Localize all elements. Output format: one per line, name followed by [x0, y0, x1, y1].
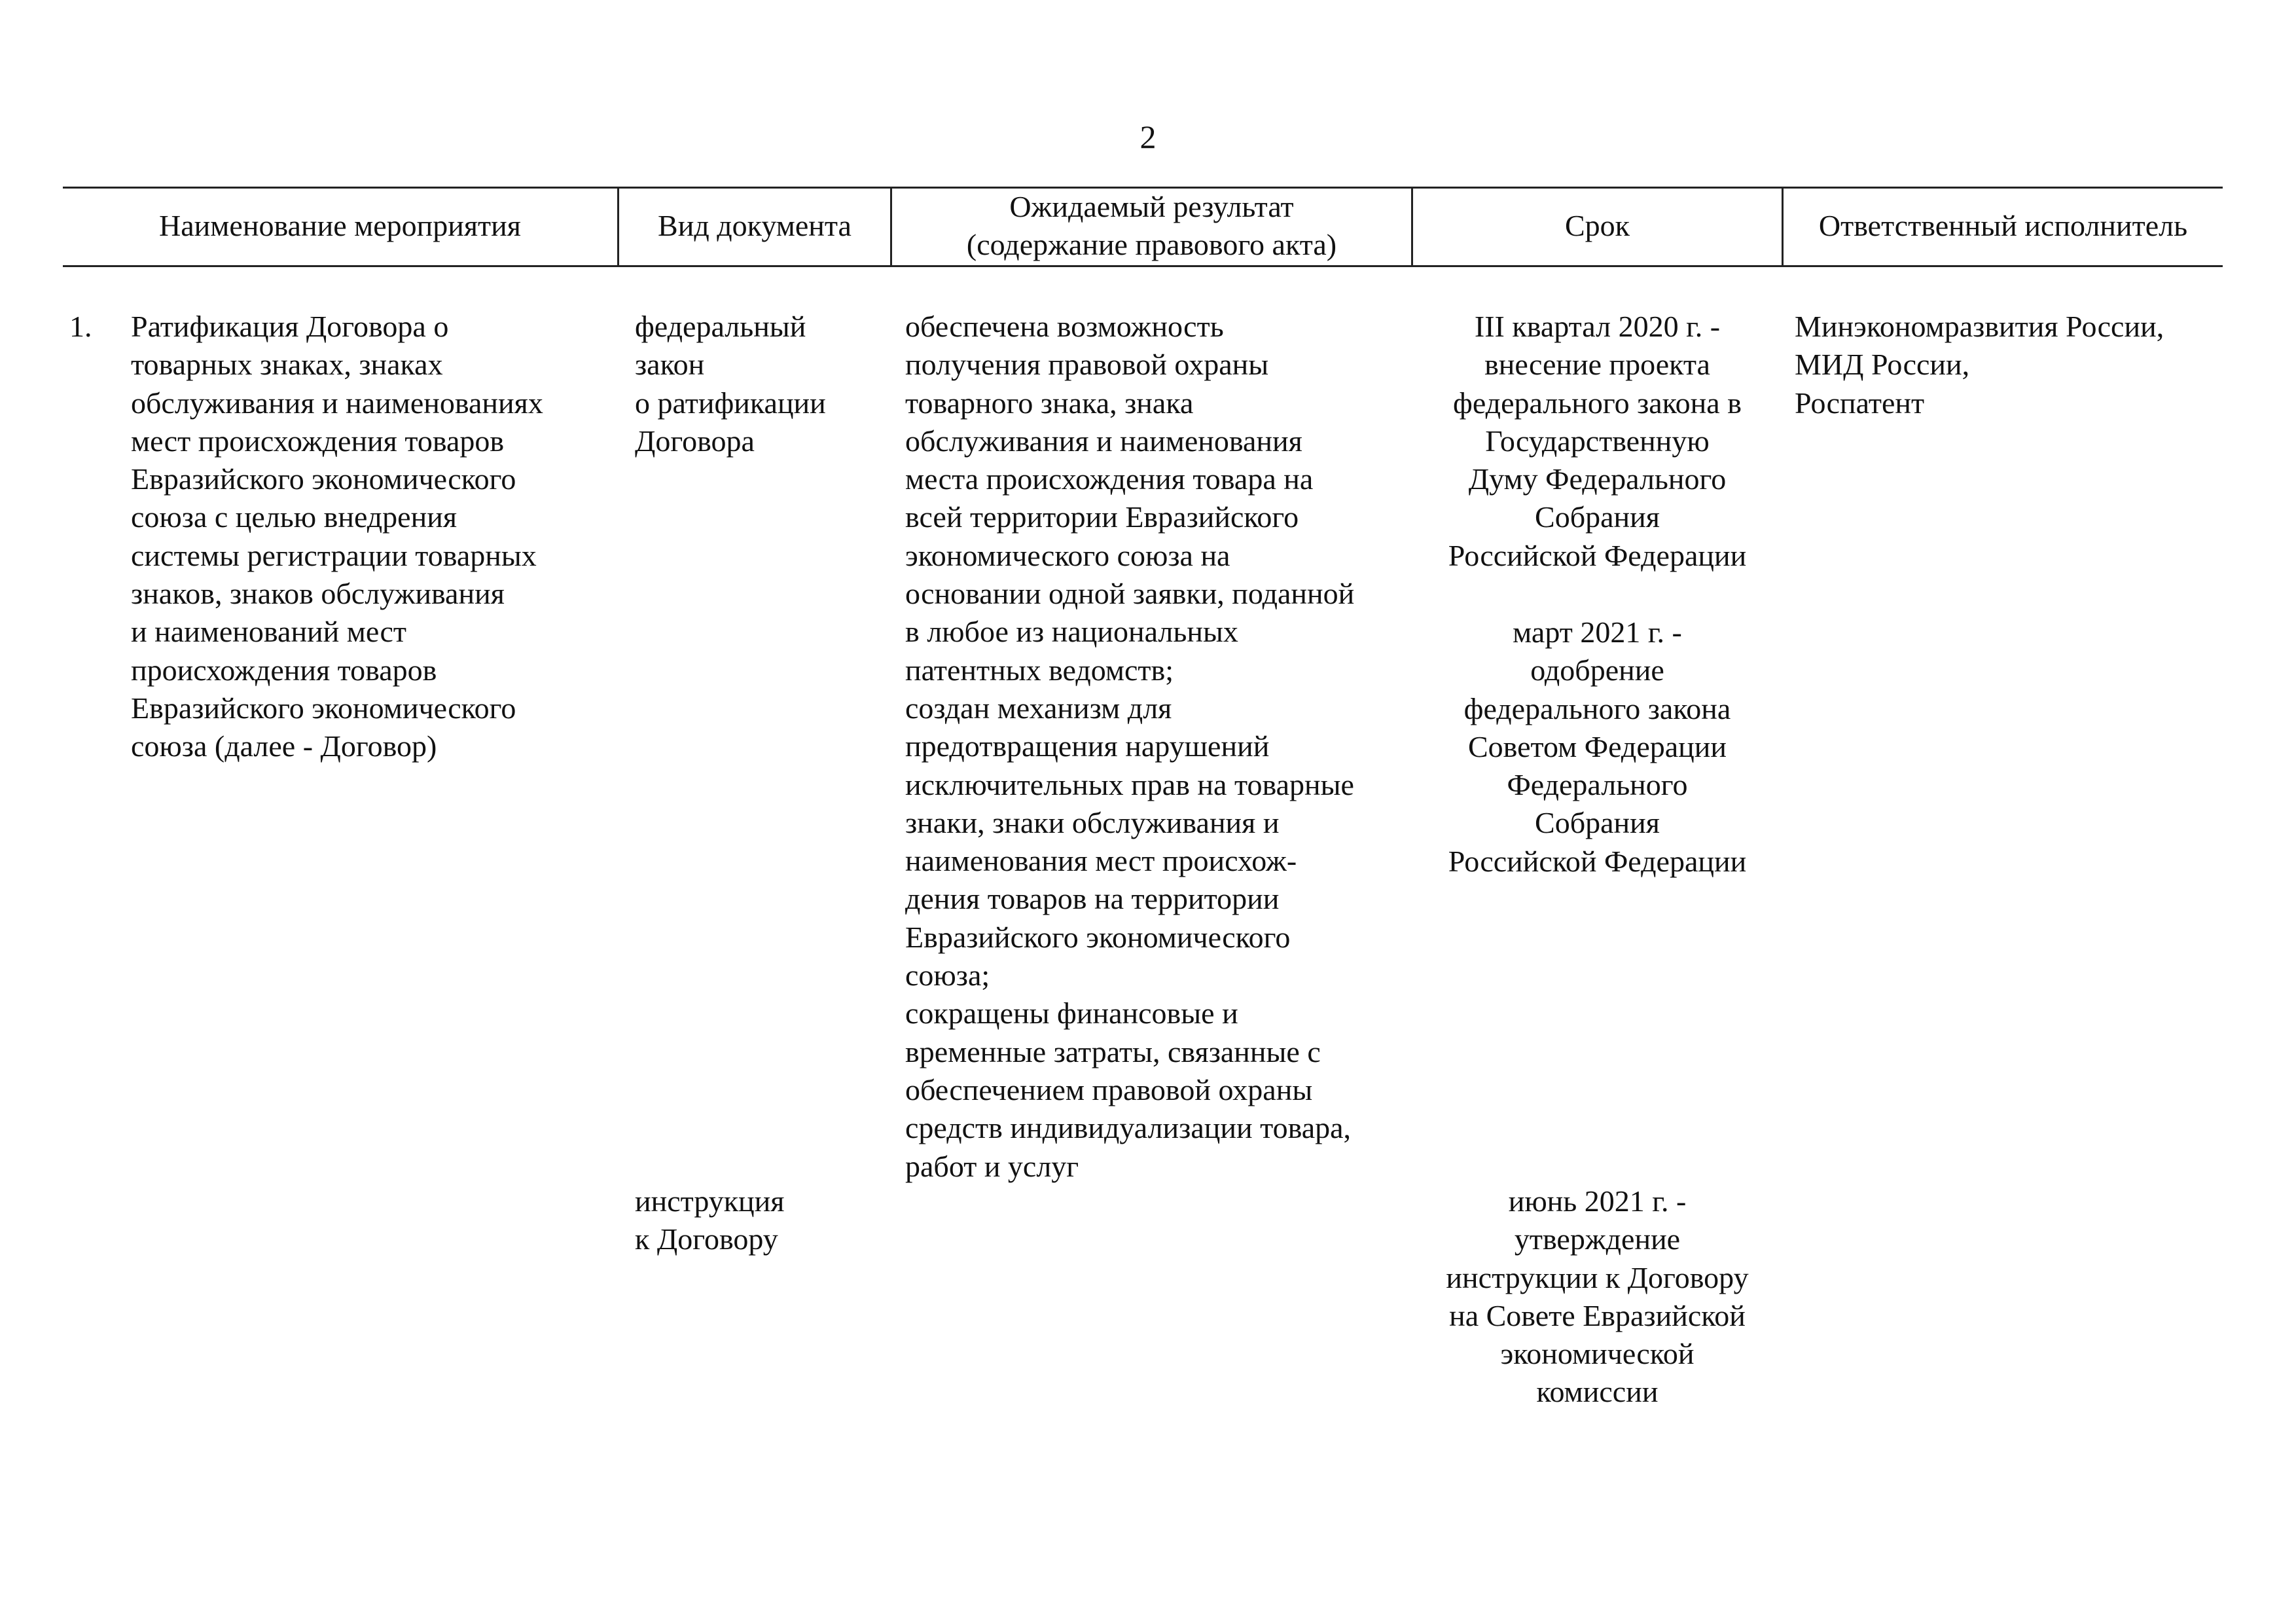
- row-doc-type-law: федеральный закон о ратификации Договора: [635, 310, 826, 458]
- header-term-label: Срок: [1564, 209, 1630, 242]
- header-result: [892, 187, 1411, 265]
- header-bottom-rule: [63, 265, 2223, 267]
- row-result: обеспечена возможность получения правовой охраны товарного знака, знака обслуживания и наименования места происхождения товара на всей территории Евразийского экономического союза на основании одной заявки, поданной в любое из национальных патентных ведомств; создан механизм для предотвращения нарушений исключительных прав на товарные знаки, знаки обслуживания и наименования мест происхож- дения товаров на территории Евразийского экономического союза; сокращены финансовые и временные затраты, связанные с обеспечением правовой охраны средств индивидуализации товара, работ и услуг: [905, 310, 1355, 1183]
- header-doc-type-label: Вид документа: [658, 209, 852, 242]
- row-executor: Минэкономразвития России, МИД России, Роспатент: [1795, 310, 2164, 420]
- row-event: Ратификация Договора о товарных знаках, знаках обслуживания и наименованиях мест происхождения товаров Евразийского экономического союза с целью внедрения системы регистрации товарных знаков, знаков обслуживания и наименований мест происхождения товаров Евразийского экономического союза (далее - Договор): [131, 310, 543, 763]
- page-number: 2: [1139, 119, 1157, 155]
- header-event-label: Наименование мероприятия: [159, 209, 521, 242]
- header-doc-type: [619, 187, 890, 265]
- header-executor-label: Ответственный исполнитель: [1818, 209, 2188, 242]
- row-term-submission: III квартал 2020 г. - внесение проекта федерального закона в Государственную Думу Федерального Собрания Российской Федерации: [1448, 310, 1747, 572]
- header-event: [63, 187, 617, 265]
- header-term: [1413, 187, 1782, 265]
- row-term-instruction: июнь 2021 г. - утверждение инструкции к Договору на Совете Евразийской экономической комиссии: [1446, 1184, 1749, 1409]
- header-executor: [1784, 187, 2223, 265]
- row-term-approval: март 2021 г. - одобрение федерального закона Советом Федерации Федерального Собрания Российской Федерации: [1448, 615, 1747, 878]
- header-result-label: Ожидаемый результат (содержание правового акта): [966, 190, 1337, 261]
- row-doc-type-instruction: инструкция к Договору: [635, 1184, 785, 1256]
- row-number: 1.: [69, 310, 92, 343]
